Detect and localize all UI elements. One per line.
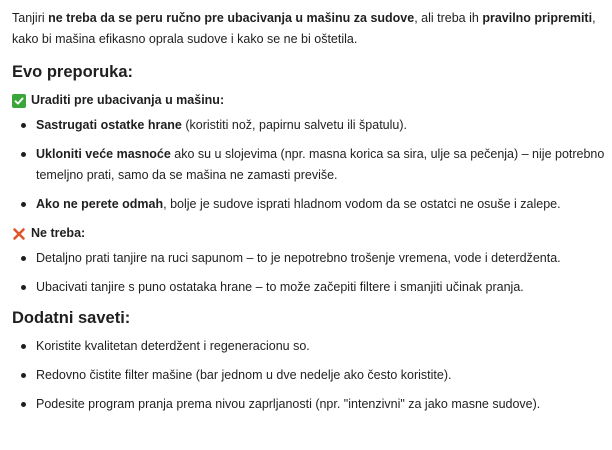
- dont-label: Ne treba:: [31, 226, 86, 240]
- list-item: Ubacivati tanjire s puno ostataka hrane – to može začepiti filtere i smanjiti učinak pranja.: [12, 277, 608, 298]
- item-text: , bolje je sudove isprati hladnom vodom da se ostatci ne osuše i zalepe.: [163, 197, 561, 211]
- item-bold: Sastrugati ostatke hrane: [36, 118, 182, 132]
- intro-bold-1: ne treba da se peru ručno pre ubacivanja u mašinu za sudove: [48, 11, 415, 25]
- dont-list: [12, 248, 608, 298]
- do-subheading: [12, 90, 608, 111]
- recommendations-heading: Evo preporuka:: [12, 63, 134, 81]
- intro-text-2: , ali treba ih: [414, 11, 483, 25]
- do-label: Uraditi pre ubacivanja u mašinu:: [31, 93, 225, 107]
- intro-text-1: Tanjiri: [12, 11, 49, 25]
- intro-paragraph: [12, 8, 608, 50]
- list-item: Podesite program pranja prema nivou zaprljanosti (npr. "intenzivni" za jako masne sudove).: [12, 394, 608, 415]
- list-item: Koristite kvalitetan deterdžent i regeneracionu so.: [12, 336, 608, 357]
- cross-mark-icon: [12, 227, 26, 241]
- intro-text-3: , kako bi mašina efikasno oprala sudove i kako se ne bi oštetila.: [12, 11, 596, 46]
- item-bold: Ukloniti veće masnoće: [36, 147, 171, 161]
- list-item: [12, 194, 608, 215]
- list-item: [12, 144, 608, 186]
- do-list: [12, 115, 608, 215]
- list-item: [12, 115, 608, 136]
- list-item: Detaljno prati tanjire na ruci sapunom – to je nepotrebno trošenje vremena, vode i deterdženta.: [12, 248, 608, 269]
- item-text: ako su u slojevima (npr. masna korica sa sira, ulje sa pečenja) – nije potrebno temeljno prati, samo da se mašina ne zamasti previše.: [36, 147, 605, 182]
- dont-subheading: [12, 223, 608, 244]
- item-bold: Ako ne perete odmah: [36, 197, 164, 211]
- tips-heading: Dodatni saveti:: [12, 309, 131, 327]
- item-text: (koristiti nož, papirnu salvetu ili špatulu).: [181, 118, 407, 132]
- tips-list: [12, 336, 608, 415]
- intro-bold-2: pravilno pripremiti: [482, 11, 593, 25]
- list-item: Redovno čistite filter mašine (bar jednom u dve nedelje ako često koristite).: [12, 365, 608, 386]
- check-mark-button-icon: [12, 94, 26, 108]
